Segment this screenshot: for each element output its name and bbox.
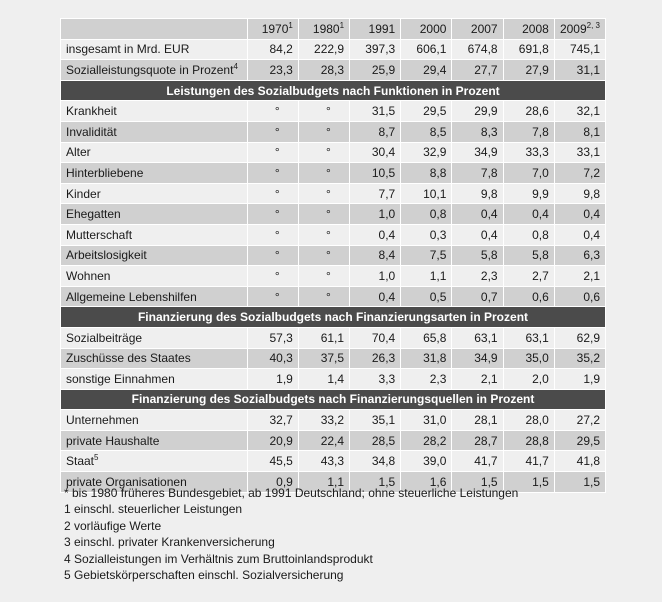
value-cell: 34,9 — [452, 348, 503, 369]
value-cell: 10,5 — [350, 163, 401, 184]
cell-text: Hinterbliebene — [66, 165, 144, 180]
table-row — [61, 286, 606, 307]
value-cell: 23,3 — [247, 60, 298, 81]
value-cell: 8,5 — [401, 121, 452, 142]
cell-text: insgesamt in Mrd. EUR — [66, 42, 190, 57]
value-cell: 61,1 — [298, 327, 349, 348]
value-cell: 0,3 — [401, 224, 452, 245]
section-title: Finanzierung des Sozialbudgets nach Finanzierungsquellen in Prozent — [61, 389, 606, 410]
value-cell: ° — [247, 142, 298, 163]
value-cell: 1,5 — [503, 472, 554, 493]
value-cell: 0,9 — [247, 472, 298, 493]
row-label — [61, 163, 248, 184]
cell-text: Mutterschaft — [66, 227, 133, 242]
cell-text: 2007 — [470, 21, 498, 36]
value-cell: 57,3 — [247, 327, 298, 348]
value-cell: ° — [247, 183, 298, 204]
cell-text: Invalidität — [66, 124, 117, 139]
cell-text: Wohnen — [66, 268, 111, 283]
table-row — [61, 348, 606, 369]
value-cell: 1,5 — [350, 472, 401, 493]
value-cell: 29,5 — [554, 430, 605, 451]
value-cell: ° — [247, 245, 298, 266]
value-cell: 9,9 — [503, 183, 554, 204]
value-cell: 41,8 — [554, 451, 605, 472]
header-corner-cell — [61, 19, 248, 40]
value-cell: 45,5 — [247, 451, 298, 472]
footnote-line: 5 Gebietskörperschaften einschl. Sozialversicherung — [64, 568, 344, 583]
value-cell: 2,0 — [503, 369, 554, 390]
value-cell: ° — [298, 286, 349, 307]
value-cell: 27,2 — [554, 410, 605, 431]
cell-text: Alter — [66, 145, 91, 160]
row-label — [61, 60, 248, 81]
section-title: Leistungen des Sozialbudgets nach Funktionen in Prozent — [61, 80, 606, 101]
year-header-2007 — [452, 19, 503, 40]
value-cell: ° — [298, 101, 349, 122]
row-label — [61, 266, 248, 287]
value-cell: 0,8 — [401, 204, 452, 225]
cell-text: Sozialleistungsquote in Prozent — [66, 62, 234, 77]
value-cell: 10,1 — [401, 183, 452, 204]
value-cell: 2,3 — [401, 369, 452, 390]
value-cell: 8,1 — [554, 121, 605, 142]
footnote-marker: 4 — [233, 61, 238, 71]
row-label — [61, 183, 248, 204]
value-cell: 33,2 — [298, 410, 349, 431]
section-header-row — [61, 389, 606, 410]
cell-text: 2008 — [522, 21, 549, 36]
value-cell: 39,0 — [401, 451, 452, 472]
value-cell: 6,3 — [554, 245, 605, 266]
section-title: Finanzierung des Sozialbudgets nach Finanzierungsarten in Prozent — [61, 307, 606, 328]
value-cell: ° — [247, 101, 298, 122]
value-cell: 35,1 — [350, 410, 401, 431]
year-header-2008 — [503, 19, 554, 40]
value-cell: 1,5 — [452, 472, 503, 493]
table-row — [61, 224, 606, 245]
year-header-1970 — [247, 19, 298, 40]
value-cell: 29,9 — [452, 101, 503, 122]
value-cell: 30,4 — [350, 142, 401, 163]
value-cell: 20,9 — [247, 430, 298, 451]
year-header-1991 — [350, 19, 401, 40]
header-row — [61, 19, 606, 40]
value-cell: 34,9 — [452, 142, 503, 163]
value-cell: 22,4 — [298, 430, 349, 451]
value-cell: 1,0 — [350, 204, 401, 225]
value-cell: 35,0 — [503, 348, 554, 369]
cell-text: 1970 — [261, 21, 289, 36]
value-cell: 29,5 — [401, 101, 452, 122]
value-cell: 31,0 — [401, 410, 452, 431]
table-row — [61, 39, 606, 60]
value-cell: ° — [247, 224, 298, 245]
value-cell: 0,4 — [554, 224, 605, 245]
year-header-2009 — [554, 19, 605, 40]
value-cell: 33,3 — [503, 142, 554, 163]
value-cell: 43,3 — [298, 451, 349, 472]
value-cell: 34,8 — [350, 451, 401, 472]
value-cell: 28,8 — [503, 430, 554, 451]
section-header-row — [61, 307, 606, 328]
table-row — [61, 410, 606, 431]
value-cell: 0,4 — [554, 204, 605, 225]
value-cell: 26,3 — [350, 348, 401, 369]
value-cell: 0,4 — [503, 204, 554, 225]
value-cell: 0,4 — [452, 224, 503, 245]
value-cell: 222,9 — [298, 39, 349, 60]
value-cell: 41,7 — [452, 451, 503, 472]
cell-text: Allgemeine Lebenshilfen — [66, 289, 197, 304]
value-cell: ° — [247, 163, 298, 184]
value-cell: 0,4 — [350, 224, 401, 245]
value-cell: 27,9 — [503, 60, 554, 81]
table-row — [61, 163, 606, 184]
cell-text: Ehegatten — [66, 207, 121, 222]
value-cell: 9,8 — [452, 183, 503, 204]
footnote-line: 2 vorläufige Werte — [64, 518, 162, 533]
value-cell: 28,5 — [350, 430, 401, 451]
value-cell: 1,1 — [401, 266, 452, 287]
value-cell: 8,7 — [350, 121, 401, 142]
value-cell: 7,8 — [503, 121, 554, 142]
table-row — [61, 60, 606, 81]
value-cell: 32,7 — [247, 410, 298, 431]
cell-text: Unternehmen — [66, 413, 139, 428]
value-cell: 2,7 — [503, 266, 554, 287]
cell-text: Kinder — [66, 186, 101, 201]
cell-text: Zuschüsse des Staates — [66, 351, 191, 366]
value-cell: 28,1 — [452, 410, 503, 431]
value-cell: 41,7 — [503, 451, 554, 472]
footnote-marker: 1 — [288, 20, 293, 30]
cell-text: 1980 — [312, 21, 340, 36]
row-label — [61, 327, 248, 348]
table-row — [61, 183, 606, 204]
footnote-line: 1 einschl. steuerlicher Leistungen — [64, 502, 243, 517]
value-cell: 1,1 — [298, 472, 349, 493]
value-cell: 84,2 — [247, 39, 298, 60]
cell-text: 1991 — [368, 21, 396, 36]
value-cell: 63,1 — [452, 327, 503, 348]
section-header-row — [61, 80, 606, 101]
cell-text: Krankheit — [66, 104, 117, 119]
value-cell: 1,5 — [554, 472, 605, 493]
footnote-marker: 2, 3 — [586, 20, 600, 30]
value-cell: 29,4 — [401, 60, 452, 81]
value-cell: ° — [298, 204, 349, 225]
cell-text: 2000 — [419, 21, 447, 36]
value-cell: 28,0 — [503, 410, 554, 431]
value-cell: 674,8 — [452, 39, 503, 60]
value-cell: 33,1 — [554, 142, 605, 163]
footnotes — [64, 485, 518, 583]
footnote-line: 3 einschl. privater Krankenversicherung — [64, 535, 275, 550]
value-cell: 1,9 — [554, 369, 605, 390]
value-cell: 28,7 — [452, 430, 503, 451]
row-label — [61, 430, 248, 451]
value-cell: 62,9 — [554, 327, 605, 348]
cell-text: Staat — [66, 454, 95, 469]
footnote-line: 4 Sozialleistungen im Verhältnis zum Bruttoinlandsprodukt — [64, 551, 373, 566]
row-label — [61, 142, 248, 163]
footnote-marker: 1 — [339, 20, 345, 30]
table-row — [61, 327, 606, 348]
row-label — [61, 39, 248, 60]
table-row — [61, 204, 606, 225]
value-cell: 25,9 — [350, 60, 401, 81]
value-cell: 40,3 — [247, 348, 298, 369]
value-cell: 37,5 — [298, 348, 349, 369]
table-row — [61, 430, 606, 451]
value-cell: 1,4 — [298, 369, 349, 390]
value-cell: 70,4 — [350, 327, 401, 348]
value-cell: ° — [247, 121, 298, 142]
row-label — [61, 348, 248, 369]
value-cell: 7,7 — [350, 183, 401, 204]
value-cell: ° — [298, 183, 349, 204]
value-cell: 2,3 — [452, 266, 503, 287]
value-cell: 28,3 — [298, 60, 349, 81]
value-cell: 0,4 — [350, 286, 401, 307]
row-label — [61, 101, 248, 122]
value-cell: 0,7 — [452, 286, 503, 307]
value-cell: ° — [298, 245, 349, 266]
value-cell: 0,4 — [452, 204, 503, 225]
value-cell: 2,1 — [554, 266, 605, 287]
row-label — [61, 121, 248, 142]
table-row — [61, 245, 606, 266]
social-budget-table — [60, 18, 606, 493]
row-label — [61, 451, 248, 472]
table-row — [61, 451, 606, 472]
footnote-marker: 5 — [94, 453, 99, 463]
row-label — [61, 224, 248, 245]
value-cell: 31,8 — [401, 348, 452, 369]
year-header-2000 — [401, 19, 452, 40]
value-cell: 0,6 — [503, 286, 554, 307]
value-cell: ° — [247, 266, 298, 287]
row-label — [61, 204, 248, 225]
value-cell: 1,9 — [247, 369, 298, 390]
cell-text: sonstige Einnahmen — [66, 371, 175, 386]
year-header-1980 — [298, 19, 349, 40]
table-row — [61, 369, 606, 390]
value-cell: 35,2 — [554, 348, 605, 369]
value-cell: 745,1 — [554, 39, 605, 60]
cell-text: Arbeitslosigkeit — [66, 248, 147, 263]
value-cell: 7,5 — [401, 245, 452, 266]
value-cell: 31,5 — [350, 101, 401, 122]
table-row — [61, 266, 606, 287]
value-cell: ° — [298, 163, 349, 184]
value-cell: ° — [247, 286, 298, 307]
value-cell: 0,5 — [401, 286, 452, 307]
value-cell: 1,6 — [401, 472, 452, 493]
value-cell: 32,1 — [554, 101, 605, 122]
table-row — [61, 121, 606, 142]
cell-text: 2009 — [559, 21, 587, 36]
value-cell: 28,6 — [503, 101, 554, 122]
value-cell: 65,8 — [401, 327, 452, 348]
value-cell: 397,3 — [350, 39, 401, 60]
value-cell: 7,2 — [554, 163, 605, 184]
value-cell: 606,1 — [401, 39, 452, 60]
value-cell: 28,2 — [401, 430, 452, 451]
value-cell: 2,1 — [452, 369, 503, 390]
cell-text: private Organisationen — [66, 474, 187, 489]
table-row — [61, 142, 606, 163]
value-cell: ° — [298, 121, 349, 142]
row-label — [61, 286, 248, 307]
value-cell: 63,1 — [503, 327, 554, 348]
row-label — [61, 410, 248, 431]
value-cell: 9,8 — [554, 183, 605, 204]
value-cell: 32,9 — [401, 142, 452, 163]
row-label — [61, 369, 248, 390]
value-cell: ° — [298, 224, 349, 245]
cell-text: Sozialbeiträge — [66, 330, 143, 345]
value-cell: 0,6 — [554, 286, 605, 307]
value-cell: 8,3 — [452, 121, 503, 142]
value-cell: 7,0 — [503, 163, 554, 184]
value-cell: 8,8 — [401, 163, 452, 184]
value-cell: 1,0 — [350, 266, 401, 287]
row-label — [61, 245, 248, 266]
value-cell: ° — [298, 142, 349, 163]
footnote-line: * bis 1980 früheres Bundesgebiet, ab 1991 Deutschland; ohne steuerliche Leistungen — [64, 486, 519, 500]
cell-text: private Haushalte — [66, 433, 160, 448]
value-cell: 5,8 — [452, 245, 503, 266]
value-cell: 8,4 — [350, 245, 401, 266]
value-cell: 7,8 — [452, 163, 503, 184]
value-cell: ° — [247, 204, 298, 225]
table-row — [61, 101, 606, 122]
value-cell: 691,8 — [503, 39, 554, 60]
value-cell: 0,8 — [503, 224, 554, 245]
value-cell: ° — [298, 266, 349, 287]
value-cell: 3,3 — [350, 369, 401, 390]
value-cell: 5,8 — [503, 245, 554, 266]
value-cell: 27,7 — [452, 60, 503, 81]
value-cell: 31,1 — [554, 60, 605, 81]
